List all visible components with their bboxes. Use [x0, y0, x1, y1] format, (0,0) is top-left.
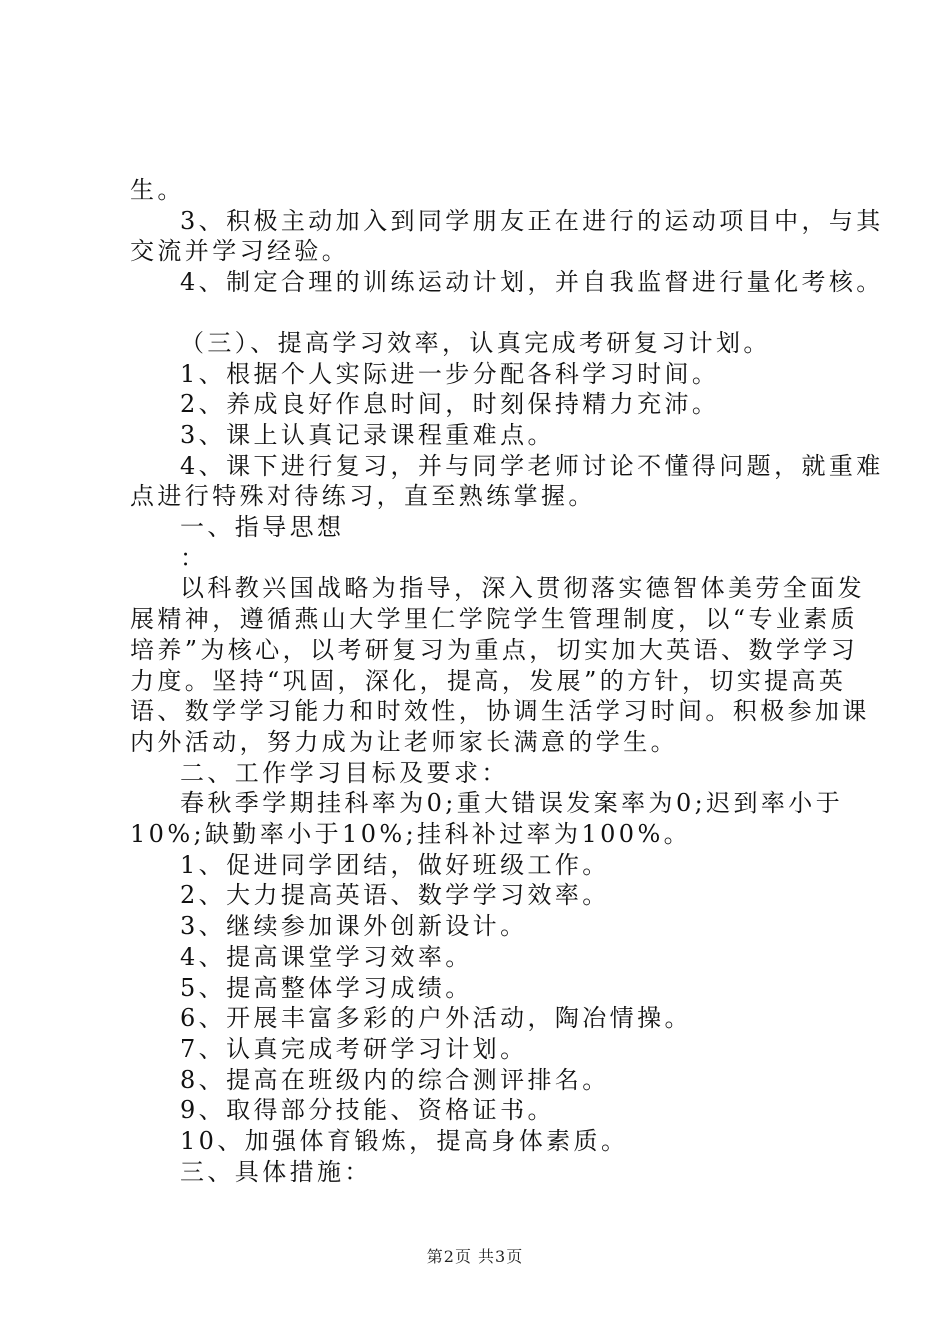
list-item: 4、制定合理的训练运动计划，并自我监督进行量化考核。	[180, 268, 884, 297]
paragraph-line: 春秋季学期挂科率为0;重大错误发案率为0;迟到率小于	[180, 789, 844, 818]
paragraph-line: 内外活动，努力成为让老师家长满意的学生。	[130, 727, 678, 756]
list-item: 4、提高课堂学习效率。	[180, 942, 473, 971]
list-item: 3、继续参加课外创新设计。	[180, 912, 528, 941]
paragraph-line: 10%;缺勤率小于10%;挂科补过率为100%。	[130, 820, 692, 849]
paragraph-line: 生。	[130, 176, 185, 204]
list-item: 6、开展丰富多彩的户外活动，陶冶情操。	[180, 1004, 692, 1033]
section-heading: 二、工作学习目标及要求：	[180, 758, 509, 787]
paragraph-line: 交流并学习经验。	[130, 237, 350, 266]
paragraph-line: 力度。坚持“巩固，深化，提高，发展”的方针，切实提高英	[130, 666, 847, 695]
section-heading: 三、具体措施：	[180, 1157, 372, 1186]
page-number-footer: 第2页 共3页	[426, 1247, 524, 1266]
list-item: 2、养成良好作息时间，时刻保持精力充沛。	[180, 390, 720, 419]
paragraph-line: 语、数学学习能力和时效性，协调生活学习时间。积极参加课	[130, 697, 870, 726]
section-heading: （三）、提高学习效率，认真完成考研复习计划。	[180, 328, 771, 357]
list-item: 9、取得部分技能、资格证书。	[180, 1096, 555, 1125]
paragraph-line: ：	[180, 543, 208, 572]
list-item: 5、提高整体学习成绩。	[180, 973, 473, 1002]
paragraph-line: 展精神，遵循燕山大学里仁学院学生管理制度，以“专业素质	[130, 605, 859, 634]
paragraph-gap	[130, 298, 832, 328]
list-item: 1、促进同学团结，做好班级工作。	[180, 850, 610, 879]
list-item: 3、课上认真记录课程重难点。	[180, 420, 555, 449]
list-item: 1、根据个人实际进一步分配各科学习时间。	[180, 359, 720, 388]
list-item: 8、提高在班级内的综合测评排名。	[180, 1065, 610, 1094]
list-item: 3、积极主动加入到同学朋友正在进行的运动项目中，与其	[180, 206, 884, 235]
list-item: 10、加强体育锻炼，提高身体素质。	[180, 1127, 629, 1156]
section-heading: 一、指导思想	[180, 513, 345, 542]
list-item: 2、大力提高英语、数学学习效率。	[180, 881, 610, 910]
document-body	[130, 175, 884, 1188]
paragraph-line: 点进行特殊对待练习，直至熟练掌握。	[130, 482, 596, 511]
paragraph-line: 培养”为核心，以考研复习为重点，切实加大英语、数学学习	[130, 635, 859, 664]
paragraph-line: 以科教兴国战略为指导，深入贯彻落实德智体美劳全面发	[180, 574, 865, 603]
list-item: 7、认真完成考研学习计划。	[180, 1034, 528, 1063]
list-item: 4、课下进行复习，并与同学老师讨论不懂得问题，就重难	[180, 451, 884, 480]
